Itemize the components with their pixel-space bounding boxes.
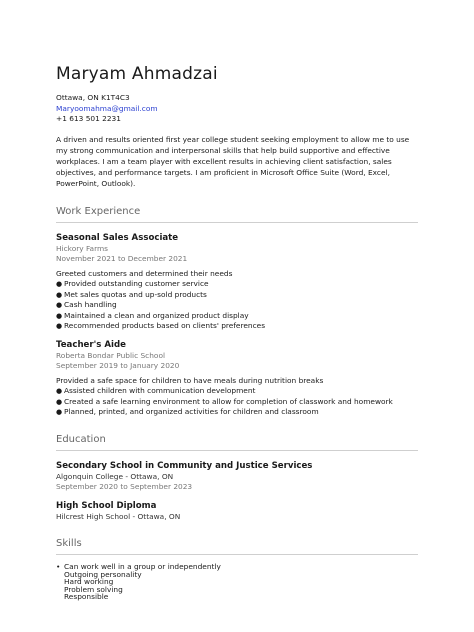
skill-item: Outgoing personality xyxy=(64,569,142,579)
bullet-icon: ● xyxy=(56,408,63,417)
job-entry xyxy=(56,233,418,332)
degree-title: Secondary School in Community and Justice Services xyxy=(56,460,313,471)
job-dates: November 2021 to December 2021 xyxy=(56,254,188,264)
bullet-icon: ● xyxy=(56,387,63,396)
bullet-icon: ● xyxy=(56,311,63,320)
phone-number: +1 613 501 2231 xyxy=(56,114,121,123)
skills-list xyxy=(56,563,418,601)
school-name: Algonquin College - Ottawa, ON xyxy=(56,471,174,481)
education-entry xyxy=(56,461,418,493)
job-bullet: ● Provided outstanding customer service xyxy=(56,279,209,289)
job-bullet: ● Met sales quotas and up-sold products xyxy=(56,289,207,299)
job-title: Seasonal Sales Associate xyxy=(56,232,179,243)
bullet-icon: ● xyxy=(56,397,63,406)
job-description: Greeted customers and determined their needs xyxy=(56,268,233,278)
section-heading-education: Education xyxy=(56,434,418,451)
address: Ottawa, ON K1T4C3 xyxy=(56,93,130,102)
skill-item: Problem solving xyxy=(64,584,123,594)
skill-item: Hard working xyxy=(64,577,114,587)
job-bullet: ● Maintained a clean and organized product display xyxy=(56,310,249,320)
job-entry xyxy=(56,340,418,418)
job-bullet-list xyxy=(56,279,418,332)
school-name: Hilcrest High School - Ottawa, ON xyxy=(56,511,181,521)
candidate-name: Maryam Ahmadzai xyxy=(56,64,218,84)
job-bullet: ● Created a safe learning environment to allow for completion of classwork and homework xyxy=(56,396,393,406)
section-heading-skills: Skills xyxy=(56,538,418,555)
job-description: Provided a safe space for children to have meals during nutrition breaks xyxy=(56,375,324,385)
bullet-icon: ● xyxy=(56,290,63,299)
job-dates: September 2019 to January 2020 xyxy=(56,361,180,371)
skill-item: Responsible xyxy=(64,592,109,602)
job-title: Teacher's Aide xyxy=(56,339,126,350)
education-dates: September 2020 to September 2023 xyxy=(56,482,193,492)
job-bullet: ● Planned, printed, and organized activities for children and classroom xyxy=(56,407,319,417)
job-bullet: ● Cash handling xyxy=(56,300,117,310)
email-link[interactable]: Maryoomahma@gmail.com xyxy=(56,103,158,113)
bullet-icon: ● xyxy=(56,280,63,289)
job-bullet: ● Recommended products based on clients' preferences xyxy=(56,321,266,331)
job-bullet: ● Assisted children with communication development xyxy=(56,386,256,396)
degree-title: High School Diploma xyxy=(56,500,157,511)
job-employer: Hickory Farms xyxy=(56,243,109,253)
section-heading-work: Work Experience xyxy=(56,206,418,223)
bullet-icon: ● xyxy=(56,301,63,310)
job-bullet-list xyxy=(56,386,418,418)
job-employer: Roberta Bondar Public School xyxy=(56,350,166,360)
bullet-icon: • xyxy=(56,562,61,572)
bullet-icon: ● xyxy=(56,322,63,331)
skill-item: • Can work well in a group or independently xyxy=(56,562,221,572)
summary-paragraph: A driven and results oriented first year college student seeking employment to allow me to use my strong communication and interpersonal skills that help build supportive and effective workplaces. I am a team player with excellent results in achieving client satisfaction, sales objectives, and performance targets. I am proficient in Microsoft Office Suite (Word, Excel, PowerPoint, Outlook). xyxy=(56,134,410,189)
education-entry xyxy=(56,501,418,523)
